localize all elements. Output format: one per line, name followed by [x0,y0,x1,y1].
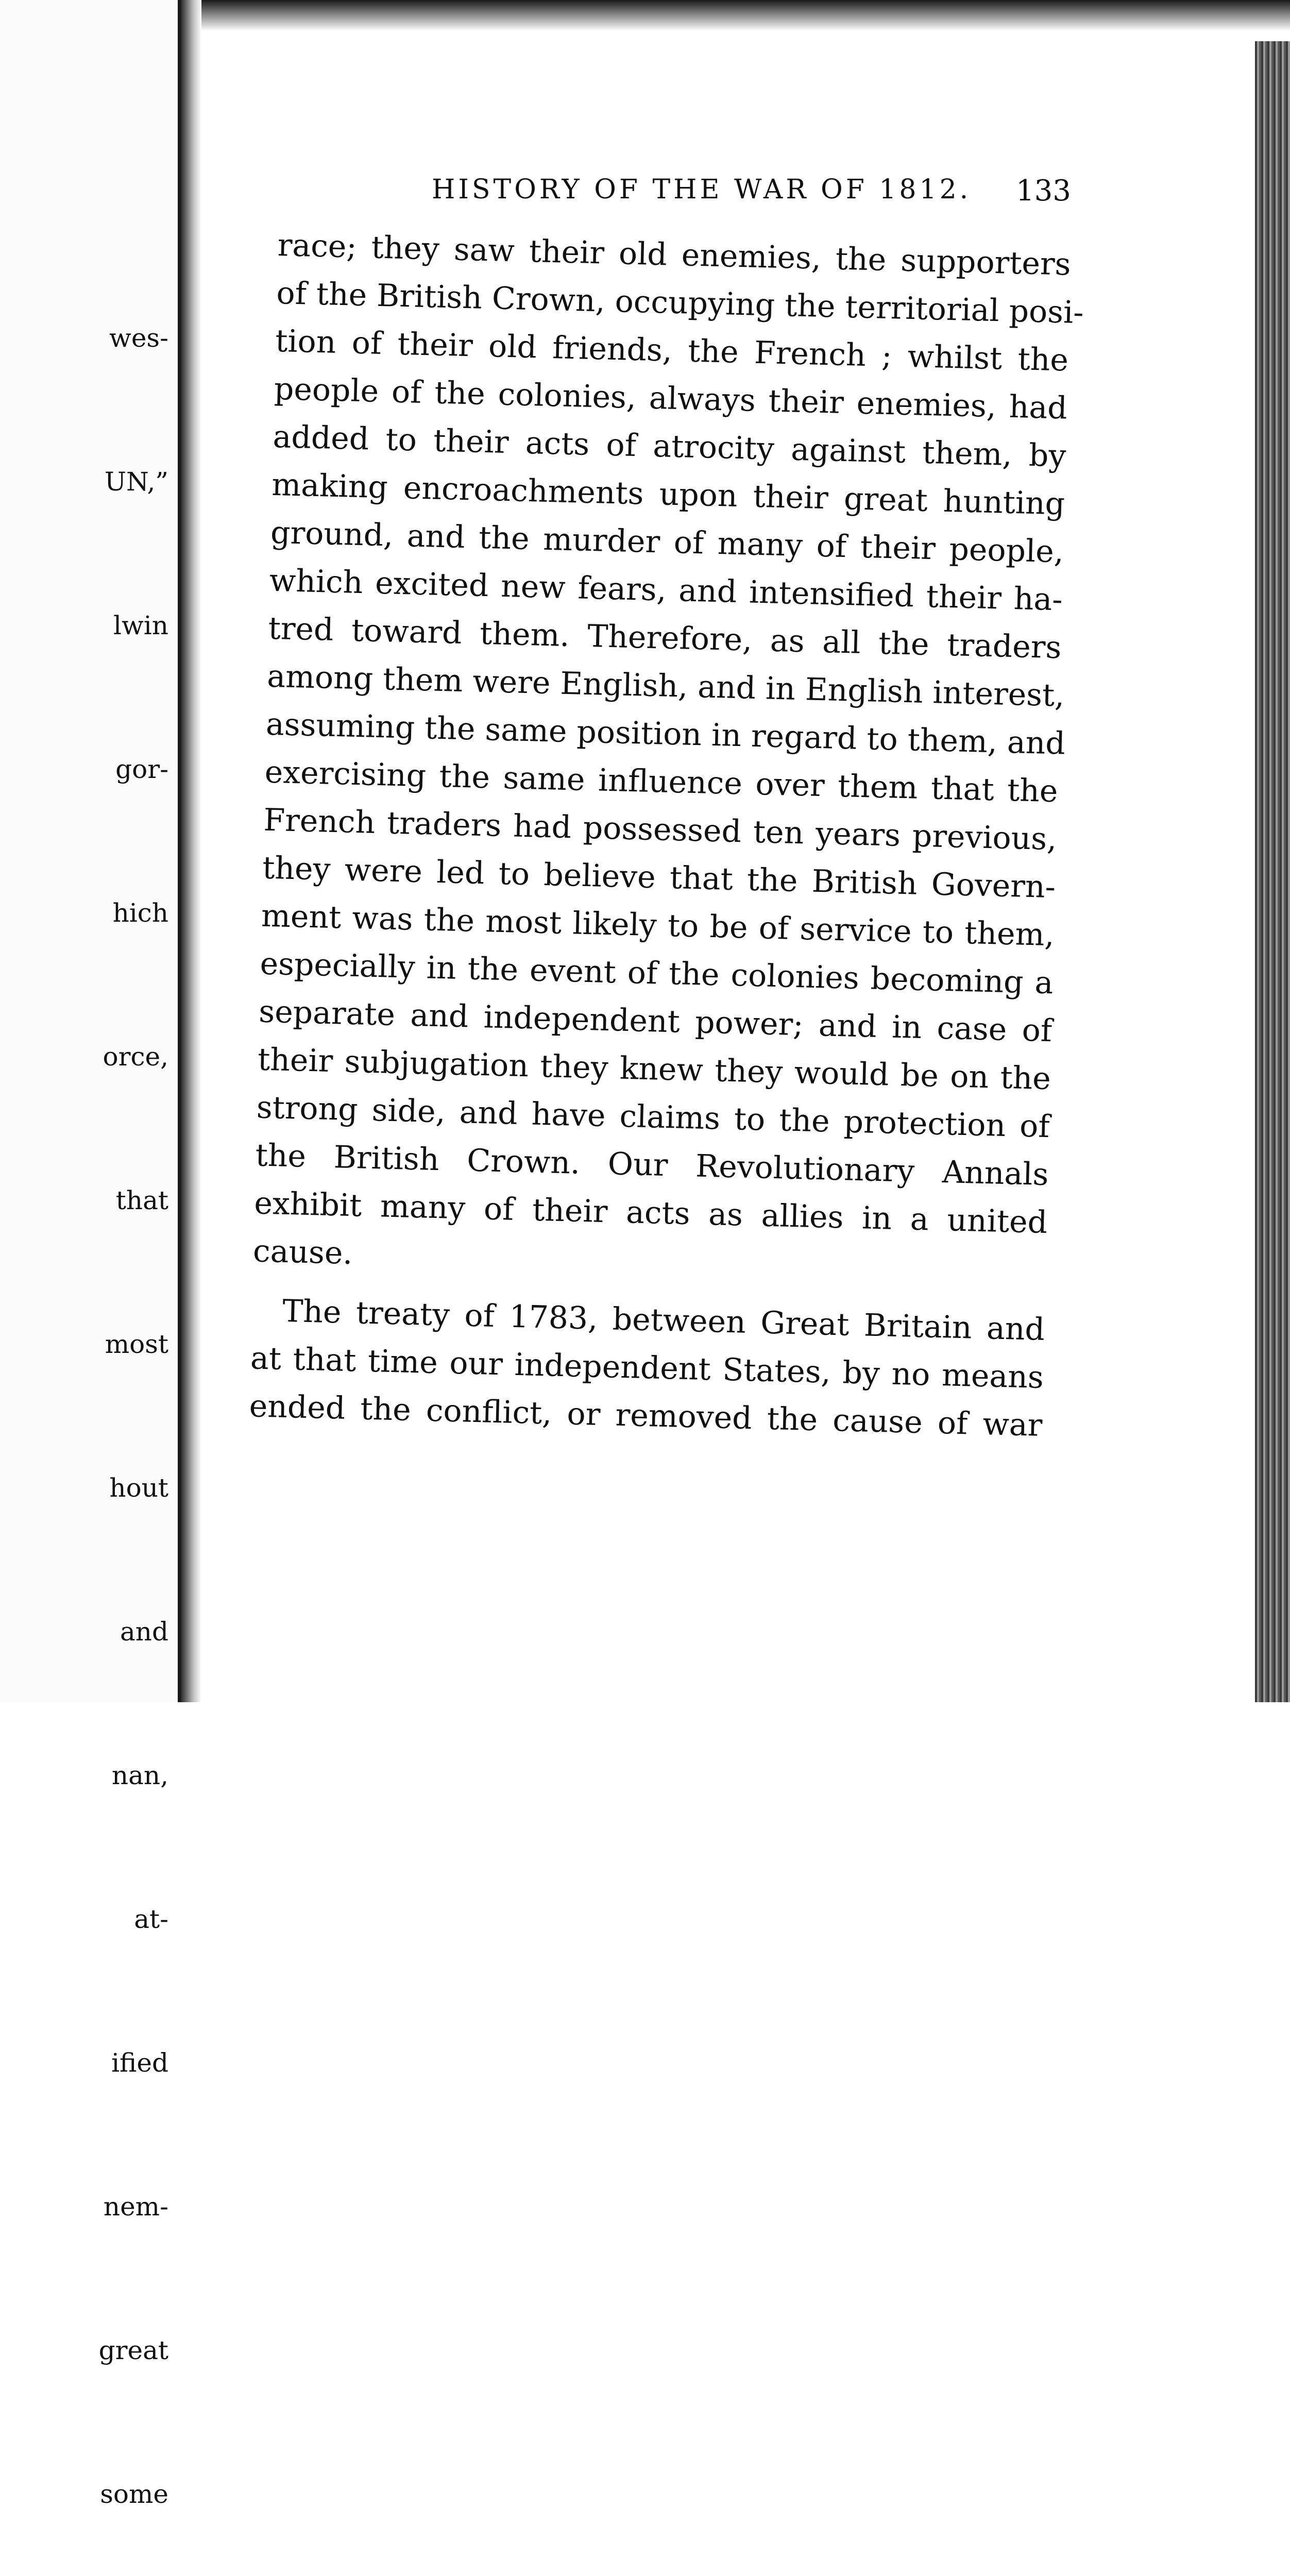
text-line: ment was the most likely to be of service to them, [261,897,1055,954]
left-facing-page [0,0,181,2509]
text-line: ground, and the murder of many of their people, [270,514,1064,570]
text-line: at that time our independent States, by no means [250,1340,1044,1396]
page-edges [1255,41,1290,1702]
text-line: cause. [252,1233,353,1272]
text-line: the British Crown. Our Revolutionary Annals [254,1137,1049,1193]
text-line: assuming the same position in regard to them, and [265,706,1066,762]
left-line: wes- [109,323,168,353]
left-line: nan, [111,1760,168,1790]
text-line: especially in the event of the colonies becoming a [259,945,1054,1002]
left-line: orce, [103,1042,168,1072]
page-number: 133 [1016,174,1071,208]
text-line: ended the conflict, or removed the cause of war [248,1388,1043,1444]
left-line: some [100,2479,168,2509]
text-line: they were led to believe that the British Govern- [262,850,1056,906]
text-line: separate and independent power; and in case of [258,993,1053,1049]
text-line: exhibit many of their acts as allies in a united [253,1185,1048,1241]
left-line: lwin [113,611,168,640]
left-line: that [115,1185,168,1215]
left-line: UN,” [104,467,168,497]
running-head: HISTORY OF THE WAR OF 1812. [432,174,972,205]
text-line: French traders had possessed ten years previous, [263,802,1058,858]
left-page-text [96,218,168,2576]
text-line: exercising the same influence over them that the [264,754,1059,810]
text-line: tion of their old friends, the French ; whilst the [275,323,1069,379]
left-line: at- [134,1904,168,1934]
left-line: great [98,2335,168,2365]
text-line: tred toward them. Therefore, as all the traders [267,610,1062,666]
left-line: hout [109,1473,168,1503]
text-line: people of the colonies, always their enemies, had [274,370,1068,427]
left-line: ified [111,2048,168,2078]
text-line: of the British Crown, occupying the territorial posi- [276,275,1084,331]
text-line: making encroachments upon their great hunting [271,466,1065,522]
left-line: nem- [103,2192,168,2222]
text-line: added to their acts of atrocity against them, by [272,418,1067,474]
text-line: which excited new fears, and intensified their ha- [269,562,1063,618]
text-line: their subjugation they knew they would be on the [257,1041,1051,1097]
text-line: race; they saw their old enemies, the supporters [277,227,1072,283]
text-line: among them were English, and in English interest, [266,658,1065,714]
left-line: gor- [115,754,168,784]
book-gutter [181,0,201,1702]
body-text [248,222,1084,1450]
left-line: hich [112,898,168,928]
page-top-shadow [201,0,1290,31]
left-line: and [120,1617,168,1647]
text-line: strong side, and have claims to the protection of [256,1089,1050,1145]
text-line: The treaty of 1783, between Great Britain and [282,1293,1045,1348]
left-line: most [105,1329,168,1359]
